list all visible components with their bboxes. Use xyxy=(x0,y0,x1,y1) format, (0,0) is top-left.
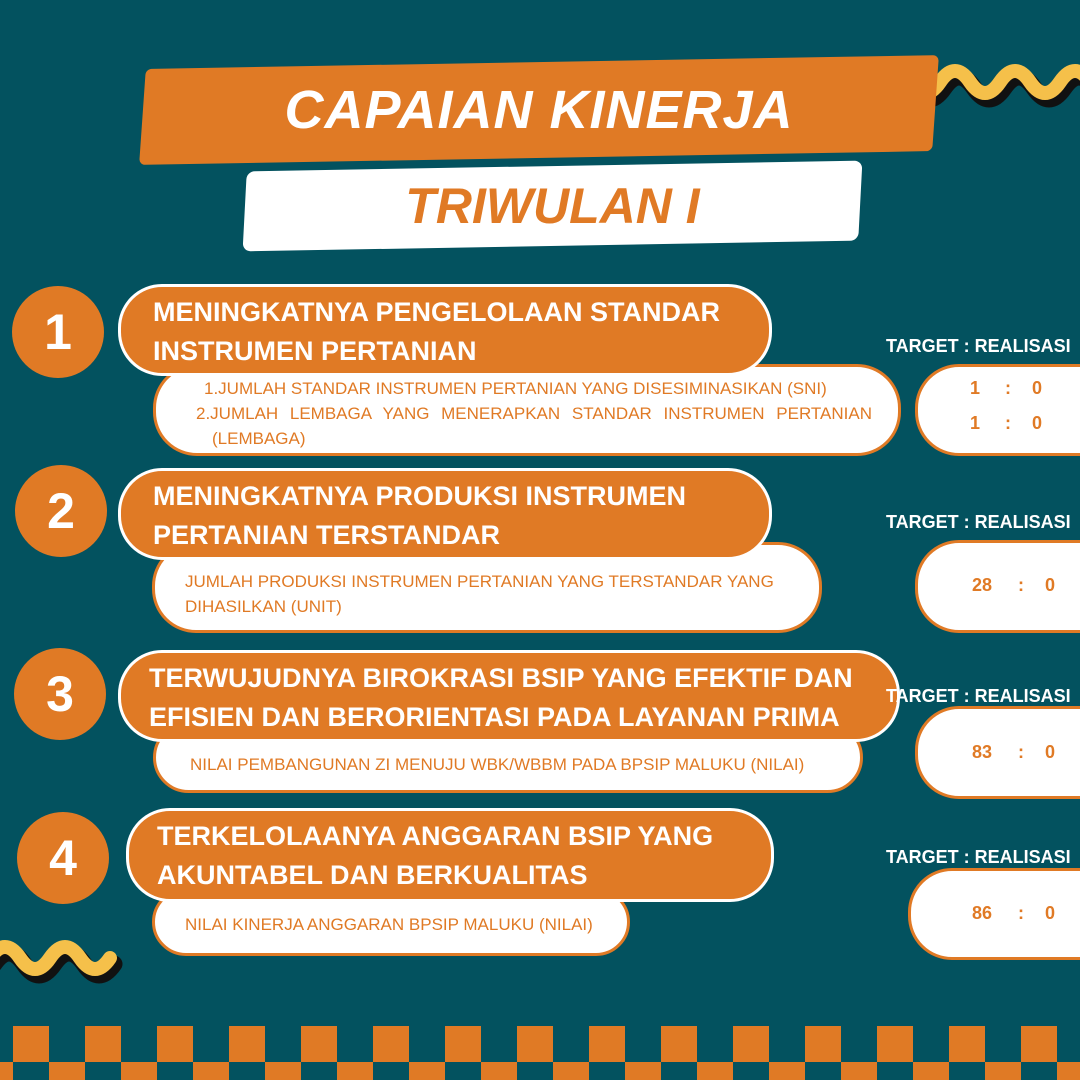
item-3-target-1: 83 xyxy=(972,742,993,762)
item-2-value-pill xyxy=(915,540,1080,633)
item-4-target-label: TARGET : REALISASI xyxy=(886,847,1071,867)
checker-square xyxy=(589,1026,625,1062)
checker-square xyxy=(625,1062,661,1080)
checker-square xyxy=(229,1026,265,1062)
item-4-heading-line-1: TERKELOLAANYA ANGGARAN BSIP YANG xyxy=(157,821,714,851)
checker-square xyxy=(877,1026,913,1062)
item-1-target-1: 1 xyxy=(970,378,981,398)
checkerboard-footer-decoration xyxy=(0,1026,1080,1080)
checker-square xyxy=(85,1026,121,1062)
checker-square xyxy=(553,1062,589,1080)
checker-square xyxy=(985,1062,1021,1080)
item-3-separator-1: : xyxy=(1018,742,1024,762)
item-3-number: 3 xyxy=(14,648,106,740)
item-1-target-2: 1 xyxy=(970,413,981,433)
item-4-value-pill xyxy=(908,868,1080,960)
item-4-heading xyxy=(126,808,774,902)
item-1-separator-1: : xyxy=(1005,378,1011,398)
checker-square xyxy=(913,1062,949,1080)
item-4-realisasi-1: 0 xyxy=(1045,903,1056,923)
checker-square xyxy=(373,1026,409,1062)
checker-square xyxy=(337,1062,373,1080)
item-1-number: 1 xyxy=(12,286,104,378)
item-4-number: 4 xyxy=(17,812,109,904)
checker-square xyxy=(517,1026,553,1062)
checker-square xyxy=(121,1062,157,1080)
checker-square xyxy=(733,1026,769,1062)
item-2-indicator-line-1: JUMLAH PRODUKSI INSTRUMEN PERTANIAN YANG TERSTANDAR YANG xyxy=(185,572,774,591)
checker-square xyxy=(1021,1026,1057,1062)
item-4-separator-1: : xyxy=(1018,903,1024,923)
item-2-separator-1: : xyxy=(1018,575,1024,595)
checker-square xyxy=(13,1026,49,1062)
page-title: CAPAIAN KINERJA xyxy=(284,80,794,140)
item-2-indicator-line-2: DIHASILKAN (UNIT) xyxy=(185,597,342,616)
item-3-target-label: TARGET : REALISASI xyxy=(886,686,1071,706)
item-1-value-pill xyxy=(915,364,1080,456)
item-3-value-pill xyxy=(915,706,1080,799)
checker-square xyxy=(265,1062,301,1080)
item-1-realisasi-1: 0 xyxy=(1032,378,1043,398)
checker-square xyxy=(0,1062,13,1080)
item-1-heading-line-2: INSTRUMEN PERTANIAN xyxy=(153,336,477,366)
item-3-heading-line-2: EFISIEN DAN BERORIENTASI PADA LAYANAN PRIMA xyxy=(149,702,840,732)
item-2-realisasi-1: 0 xyxy=(1045,575,1056,595)
checker-square xyxy=(805,1026,841,1062)
item-1-indicator-box xyxy=(153,364,901,456)
checker-square xyxy=(697,1062,733,1080)
item-4-target-1: 86 xyxy=(972,903,993,923)
checker-square xyxy=(481,1062,517,1080)
checker-square xyxy=(445,1026,481,1062)
item-2-heading xyxy=(118,468,772,560)
item-2-target-label: TARGET : REALISASI xyxy=(886,512,1071,532)
item-3-indicator-line-1: NILAI PEMBANGUNAN ZI MENUJU WBK/WBBM PADA BPSIP MALUKU (NILAI) xyxy=(190,755,805,774)
checker-square xyxy=(661,1026,697,1062)
checker-square xyxy=(841,1062,877,1080)
checker-square xyxy=(1057,1062,1080,1080)
checker-square xyxy=(157,1026,193,1062)
item-3-realisasi-1: 0 xyxy=(1045,742,1056,762)
item-1-indicator-line-2: 2.JUMLAH LEMBAGA YANG MENERAPKAN STANDAR INSTRUMEN PERTANIAN xyxy=(196,404,872,423)
checker-square xyxy=(949,1026,985,1062)
item-1-separator-2: : xyxy=(1005,413,1011,433)
item-1-indicator-line-1: 1.JUMLAH STANDAR INSTRUMEN PERTANIAN YANG DISESIMINASIKAN (SNI) xyxy=(204,379,827,398)
item-1-realisasi-2: 0 xyxy=(1032,413,1043,433)
item-4-indicator-line-1: NILAI KINERJA ANGGARAN BPSIP MALUKU (NILAI) xyxy=(185,915,593,934)
item-1-target-label: TARGET : REALISASI xyxy=(886,336,1071,356)
item-2-heading-line-2: PERTANIAN TERSTANDAR xyxy=(153,520,500,550)
item-3-heading xyxy=(118,650,900,742)
item-4-heading-line-2: AKUNTABEL DAN BERKUALITAS xyxy=(157,860,588,890)
item-2-heading-line-1: MENINGKATNYA PRODUKSI INSTRUMEN xyxy=(153,481,687,511)
item-1-heading-line-1: MENINGKATNYA PENGELOLAAN STANDAR xyxy=(153,297,721,327)
item-1-heading xyxy=(118,284,772,376)
checker-square xyxy=(409,1062,445,1080)
checker-square xyxy=(769,1062,805,1080)
item-2-number: 2 xyxy=(15,465,107,557)
item-2-target-1: 28 xyxy=(972,575,993,595)
item-1-indicator-line-3: (LEMBAGA) xyxy=(212,429,306,448)
squiggle-bottom-left-decoration xyxy=(0,930,140,990)
page-subtitle: TRIWULAN I xyxy=(405,178,700,234)
checker-square xyxy=(301,1026,337,1062)
item-3-heading-line-1: TERWUJUDNYA BIROKRASI BSIP YANG EFEKTIF DAN xyxy=(149,663,853,693)
checker-square xyxy=(49,1062,85,1080)
checker-square xyxy=(193,1062,229,1080)
